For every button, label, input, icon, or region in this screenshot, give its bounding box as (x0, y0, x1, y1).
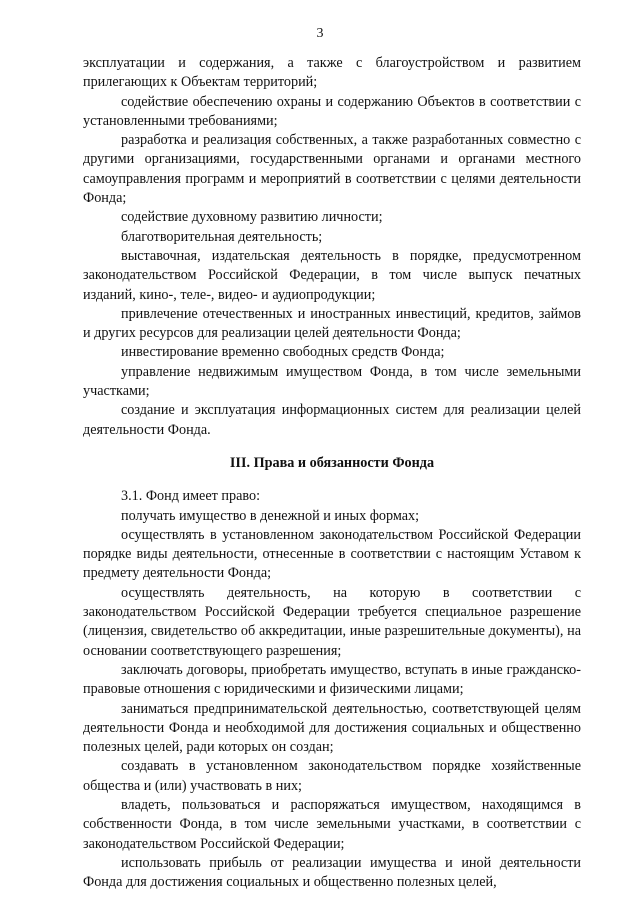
paragraph: эксплуатации и содержания, а также с благоустройством и развитием прилегающих к Объектам территорий; (83, 55, 581, 91)
paragraph: осуществлять в установленном законодательством Российской Федерации порядке виды деятельности, отнесенные в соответствии с настоящим Уставом к предмету деятельности Фонда; (83, 526, 581, 582)
paragraph: использовать прибыль от реализации имущества и иной деятельности Фонда для достижения социальных и общественно полезных целей, (83, 854, 581, 891)
page-content (83, 54, 581, 892)
section-heading: III. Права и обязанности Фонда (229, 454, 435, 471)
paragraph: 3.1. Фонд имеет право: (121, 488, 261, 505)
paragraph: инвестирование временно свободных средств Фонда; (121, 344, 445, 361)
paragraph: разработка и реализация собственных, а также разработанных совместно с другими организациями, государственными органами и органами местного самоуправления программ и мероприятий в соответствии с целями деятельности Фонда; (83, 132, 581, 207)
paragraph: заключать договоры, приобретать имущество, вступать в иные гражданско-правовые отношения с юридическими и физическими лицами; (83, 661, 581, 698)
paragraph: привлечение отечественных и иностранных инвестиций, кредитов, займов и других ресурсов для реализации целей деятельности Фонда; (83, 305, 581, 342)
paragraphs-after (83, 487, 581, 892)
paragraphs-before (83, 54, 581, 440)
paragraph: заниматься предпринимательской деятельностью, соответствующей целям деятельности Фонда и необходимой для достижения социальных и общественно полезных целей, ради которых он создан; (83, 700, 581, 756)
paragraph: владеть, пользоваться и распоряжаться имуществом, находящимся в собственности Фонда, в том числе земельными участками, в соответствии с законодательством Российской Федерации; (83, 796, 581, 852)
paragraph: получать имущество в денежной и иных формах; (121, 507, 420, 524)
paragraph: содействие духовному развитию личности; (121, 209, 383, 226)
page-number: 3 (316, 26, 324, 41)
paragraph: управление недвижимым имуществом Фонда, в том числе земельными участками; (83, 363, 581, 400)
paragraph: создавать в установленном законодательством порядке хозяйственные общества и (или) участвовать в них; (83, 758, 581, 794)
paragraph: содействие обеспечению охраны и содержанию Объектов в соответствии с установленными требованиями; (83, 93, 581, 129)
paragraph: благотворительная деятельность; (121, 228, 323, 245)
paragraph: выставочная, издательская деятельность в порядке, предусмотренном законодательством Российской Федерации, в том числе выпуск печатных изданий, кино-, теле-, видео- и аудиопродукции; (83, 247, 581, 303)
paragraph: создание и эксплуатация информационных систем для реализации целей деятельности Фонда. (83, 402, 581, 438)
paragraph: осуществлять деятельность, на которую в соответствии с законодательством Российской Федерации требуется специальное разрешение (лицензия, свидетельство об аккредитации, иные разрешительные документы), на основании соответствующего разрешения; (83, 584, 581, 659)
